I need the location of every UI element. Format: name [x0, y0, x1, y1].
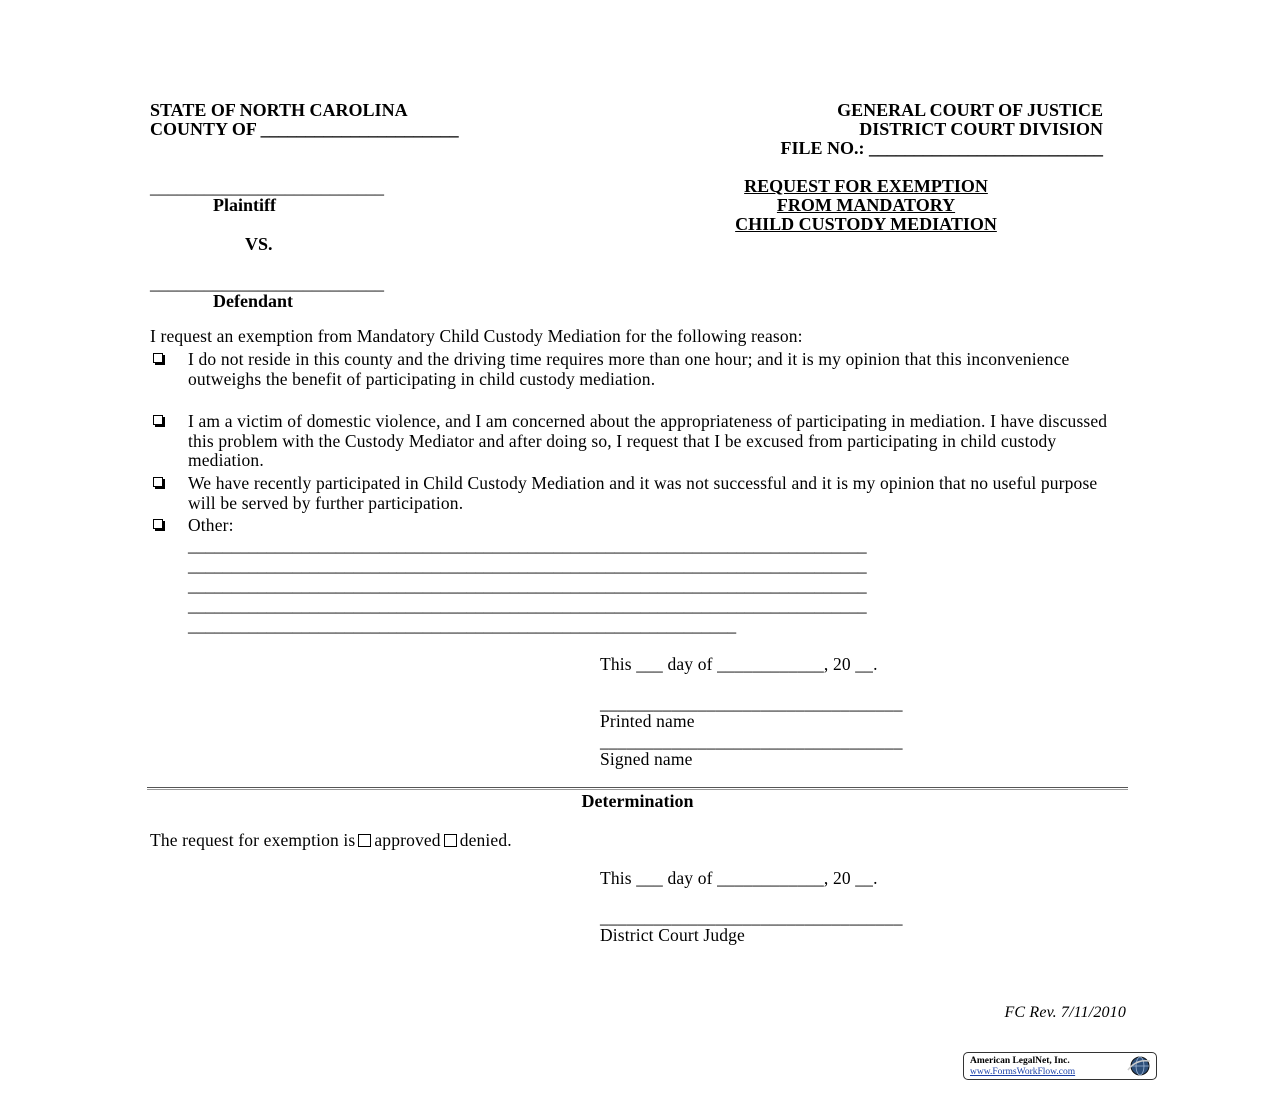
option-3-text: We have recently participated in Child Custody Mediation and it was not successful and it is my opinion that no useful purpose will be served by further participation. — [188, 473, 1098, 513]
option-1-checkbox[interactable] — [153, 353, 163, 363]
approved-label: approved — [374, 830, 441, 850]
county-field[interactable]: COUNTY OF ______________________ — [150, 119, 459, 139]
option-2-checkbox[interactable] — [153, 415, 163, 425]
form-title-line3: CHILD CUSTODY MEDIATION — [735, 214, 997, 234]
court-division: DISTRICT COURT DIVISION — [859, 119, 1103, 139]
option-other-label: Other: — [188, 515, 234, 535]
globe-icon — [1126, 1055, 1152, 1077]
other-reason-line[interactable]: _______________________________________________________________ — [188, 615, 737, 635]
publisher-name: American LegalNet, Inc. — [970, 1056, 1070, 1066]
state-name: STATE OF NORTH CAROLINA — [150, 100, 408, 120]
determination-date-field[interactable]: This ___ day of ____________, 20 __. — [600, 868, 878, 888]
signed-name-label: Signed name — [600, 749, 693, 769]
file-number-field[interactable]: FILE NO.: __________________________ — [780, 138, 1103, 158]
versus-label: VS. — [245, 234, 273, 254]
form-revision: FC Rev. 7/11/2010 — [1004, 1004, 1126, 1021]
other-reason-line[interactable]: ______________________________________________________________________________ — [188, 595, 867, 615]
denied-checkbox[interactable] — [444, 834, 457, 847]
denied-label: denied. — [459, 830, 512, 850]
publisher-url-link[interactable]: www.FormsWorkFlow.com — [970, 1067, 1076, 1077]
defendant-label: Defendant — [213, 291, 293, 311]
plaintiff-label: Plaintiff — [213, 195, 276, 215]
printed-name-field[interactable]: __________________________________ — [600, 693, 903, 713]
request-date-field[interactable]: This ___ day of ____________, 20 __. — [600, 654, 878, 674]
other-reason-line[interactable]: ______________________________________________________________________________ — [188, 555, 867, 575]
defendant-name-field[interactable]: __________________________ — [150, 273, 384, 293]
other-reason-line[interactable]: ______________________________________________________________________________ — [188, 575, 867, 595]
option-2-text: I am a victim of domestic violence, and I am concerned about the appropriateness of participating in mediation. I have discussed this problem with the Custody Mediator and after doing so, I request that I be excused from participating in child custody mediation. — [188, 411, 1108, 470]
request-intro: I request an exemption from Mandatory Child Custody Mediation for the following reason: — [150, 326, 803, 346]
form-title-line1: REQUEST FOR EXEMPTION — [744, 176, 988, 196]
court-name: GENERAL COURT OF JUSTICE — [837, 100, 1103, 120]
plaintiff-name-field[interactable]: __________________________ — [150, 177, 384, 197]
option-other-checkbox[interactable] — [153, 519, 163, 529]
approved-checkbox[interactable] — [358, 834, 371, 847]
determination-heading: Determination — [581, 791, 694, 811]
printed-name-label: Printed name — [600, 711, 695, 731]
publisher-logo[interactable] — [963, 1052, 1157, 1080]
signed-name-field[interactable]: __________________________________ — [600, 731, 903, 751]
other-reason-line[interactable]: ______________________________________________________________________________ — [188, 535, 867, 555]
form-title-line2: FROM MANDATORY — [776, 195, 956, 215]
section-divider — [147, 787, 1128, 790]
option-3-checkbox[interactable] — [153, 477, 163, 487]
judge-label: District Court Judge — [600, 925, 745, 945]
determination-text: The request for exemption is — [150, 830, 356, 850]
option-1-text: I do not reside in this county and the driving time requires more than one hour; and it is my opinion that this inconvenience outweighs the benefit of participating in child custody mediation. — [188, 349, 1070, 389]
judge-signature-field[interactable]: __________________________________ — [600, 907, 903, 927]
determination-line — [150, 831, 512, 851]
